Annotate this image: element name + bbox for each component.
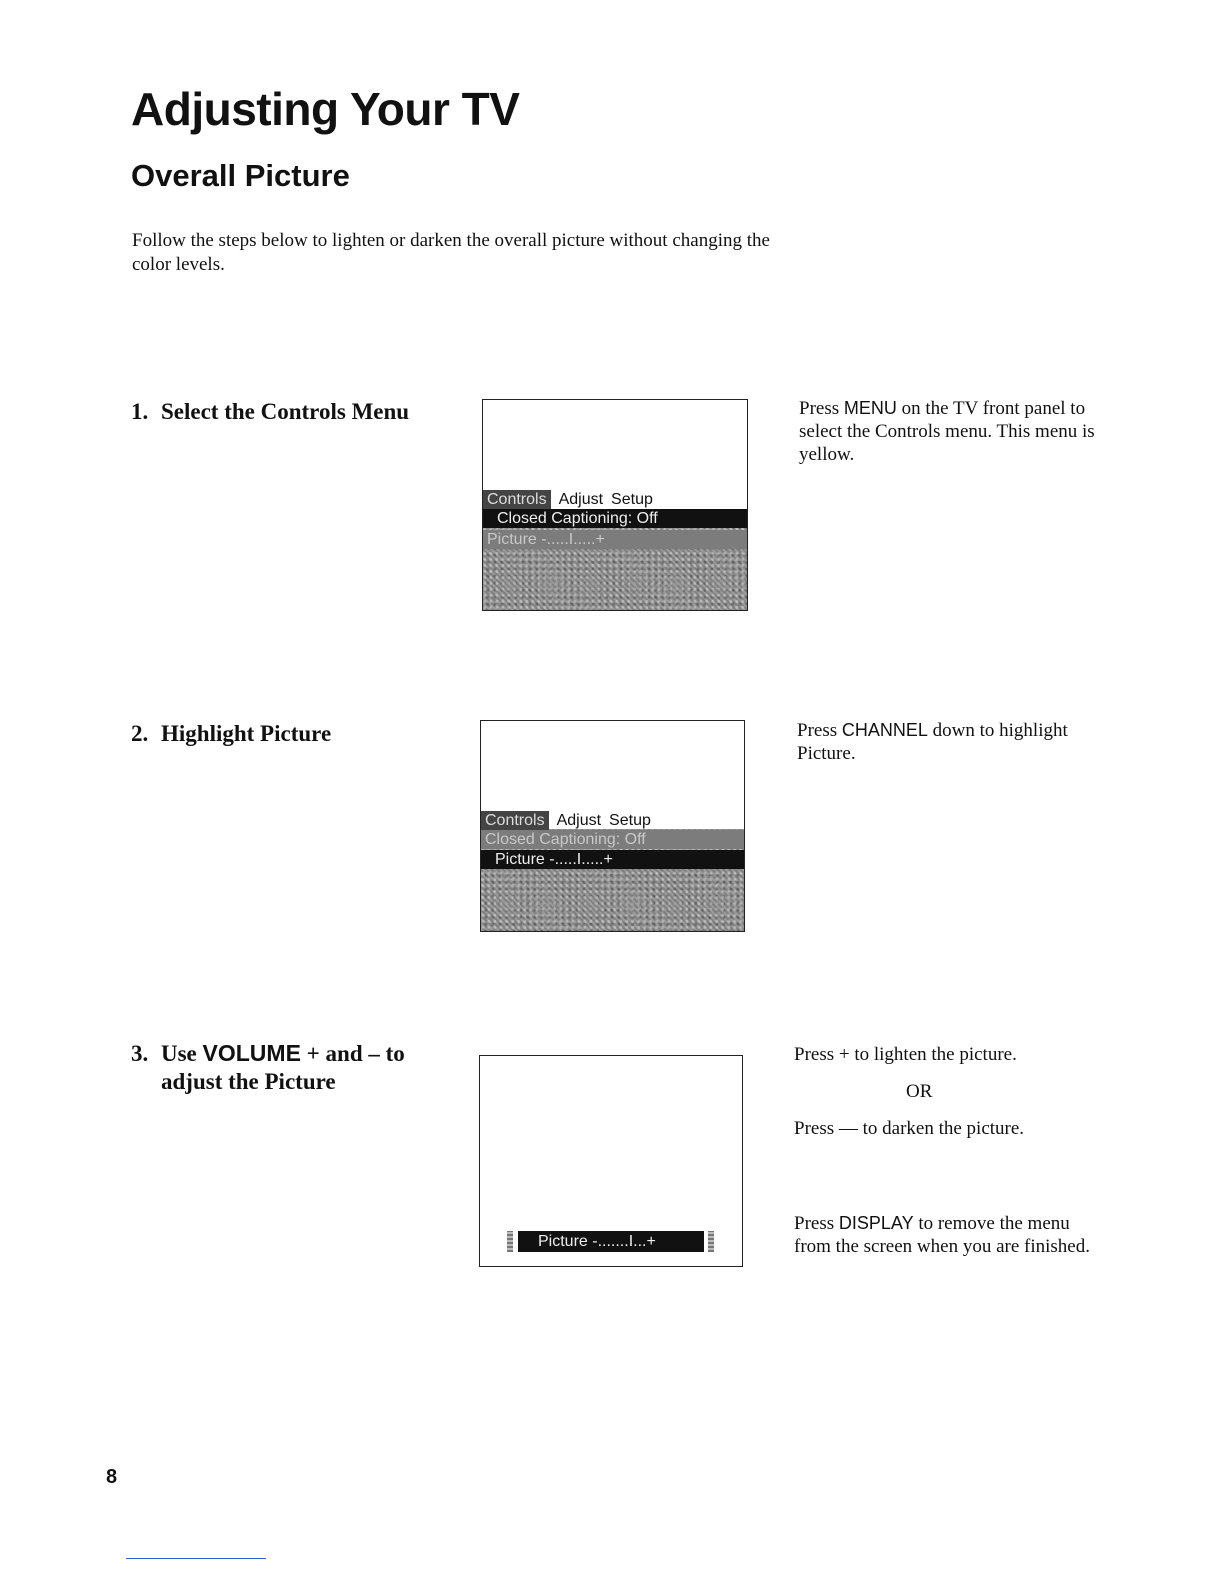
bar-noise-left	[507, 1231, 513, 1252]
or-label: OR	[906, 1081, 933, 1102]
page-title: Adjusting Your TV	[131, 83, 520, 135]
intro-paragraph: Follow the steps below to lighten or darken the overall picture without changing the color levels.	[132, 230, 770, 275]
step-1-description: Press MENU on the TV front panel to select the Controls menu. This menu is yellow.	[799, 398, 1095, 465]
tv-screen-adjust-picture	[479, 1055, 743, 1267]
darken-instruction: Press — to darken the picture.	[794, 1118, 1025, 1139]
step-title: Highlight Picture	[161, 721, 332, 746]
menu-tab-adjust: Adjust	[556, 812, 602, 829]
display-instruction: Press DISPLAY to remove the menu from the screen when you are finished.	[794, 1213, 1090, 1257]
step-title: Select the Controls Menu	[161, 399, 410, 424]
section-title: Overall Picture	[131, 158, 350, 193]
menu-row-closed-captioning: Closed Captioning: Off	[483, 509, 747, 528]
picture-adjust-bar: Picture -.......I...+	[518, 1231, 704, 1252]
step-3-heading: 3. Use VOLUME + and – to adjust the Picture	[131, 1040, 405, 1094]
step-number: 1.	[131, 399, 149, 424]
menu-tab-bar	[483, 490, 747, 509]
tv-screen-controls-menu	[482, 399, 748, 611]
page-number: 8	[106, 1466, 118, 1488]
step-1-heading	[131, 398, 471, 426]
menu-row-picture: Picture -.....I.....+	[481, 850, 744, 869]
menu-row-closed-captioning: Closed Captioning: Off	[481, 830, 744, 849]
menu-tab-adjust: Adjust	[558, 491, 604, 508]
menu-row-picture: Picture -.....I.....+	[483, 530, 747, 549]
step-3-description	[794, 1043, 1114, 1140]
menu-tab-bar	[481, 811, 744, 830]
step-2-description: Press CHANNEL down to highlight Picture.	[797, 720, 1068, 764]
bar-noise-right	[708, 1231, 714, 1252]
lighten-instruction: Press + to lighten the picture.	[794, 1044, 1017, 1065]
menu-tab-setup: Setup	[609, 812, 651, 829]
step-2-heading	[131, 720, 471, 748]
menu-tab-controls: Controls	[481, 811, 549, 830]
tv-screen-highlight-picture	[480, 720, 745, 932]
menu-tab-setup: Setup	[611, 491, 653, 508]
step-number: 3.	[131, 1041, 149, 1066]
menu-tab-controls: Controls	[483, 490, 551, 509]
step-number: 2.	[131, 721, 149, 746]
footer-rule	[126, 1558, 266, 1559]
